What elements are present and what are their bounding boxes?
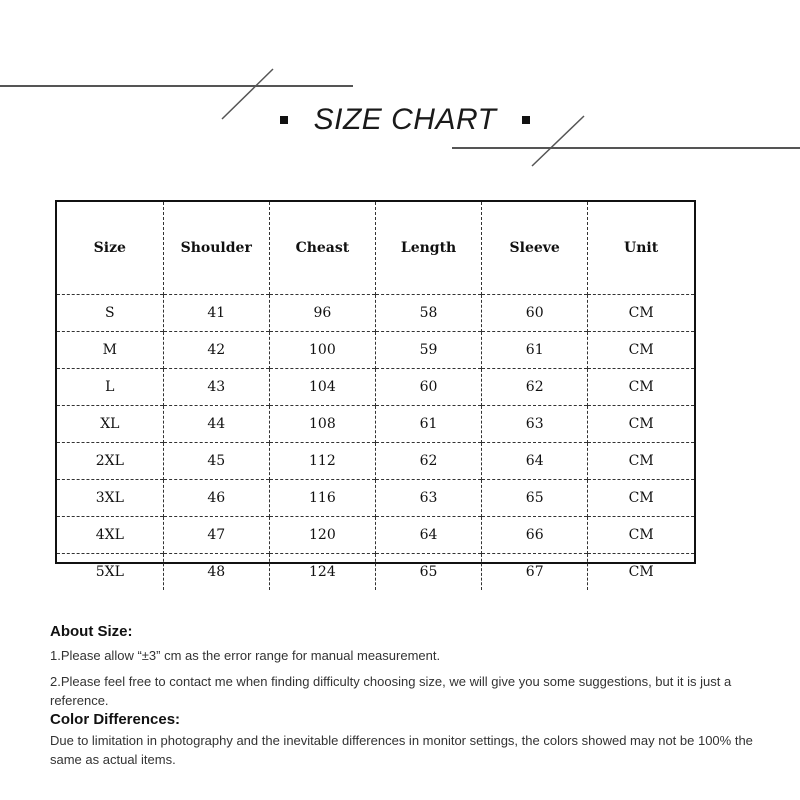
table-cell: 63 [375,480,481,517]
column-header: Length [375,202,481,295]
table-cell: 124 [269,554,375,591]
color-differences-text: Due to limitation in photography and the inevitable differences in monitor settings, the colors showed may not be 100% the same as actual items. [50,733,753,767]
table-cell: 44 [163,406,269,443]
table-cell: 64 [375,517,481,554]
table-cell: 60 [482,295,588,332]
table-cell: 4XL [57,517,163,554]
table-cell: 104 [269,369,375,406]
table-cell: 64 [482,443,588,480]
column-header: Sleeve [482,202,588,295]
table-row [57,406,694,443]
table-cell: CM [588,554,694,591]
table-cell: 59 [375,332,481,369]
notes-section [50,622,760,769]
table-cell: 100 [269,332,375,369]
table-row [57,332,694,369]
square-bullet-icon [280,116,288,124]
table-cell: S [57,295,163,332]
table-cell: 48 [163,554,269,591]
table-cell: 46 [163,480,269,517]
table-row [57,369,694,406]
column-header: Cheast [269,202,375,295]
table-cell: 47 [163,517,269,554]
table-cell: CM [588,517,694,554]
column-header: Shoulder [163,202,269,295]
table-cell: 65 [482,480,588,517]
decor-slash-left [222,69,273,119]
table-cell: 45 [163,443,269,480]
table-cell: XL [57,406,163,443]
about-size-note-2: 2.Please feel free to contact me when finding difficulty choosing size, we will give you some suggestions, but it is just a reference. [50,674,732,708]
table-cell: CM [588,369,694,406]
table-row [57,295,694,332]
table-cell: 41 [163,295,269,332]
table-row [57,517,694,554]
table-cell: 61 [375,406,481,443]
table-cell: 58 [375,295,481,332]
table-cell: 43 [163,369,269,406]
about-size-note-1: 1.Please allow “±3” cm as the error range for manual measurement. [50,648,441,663]
column-header: Unit [588,202,694,295]
table-cell: 63 [482,406,588,443]
table-cell: 116 [269,480,375,517]
table-cell: 112 [269,443,375,480]
table-cell: CM [588,480,694,517]
table-cell: 5XL [57,554,163,591]
table-cell: 120 [269,517,375,554]
table-cell: M [57,332,163,369]
title-block [270,98,540,142]
about-size-heading: About Size: [50,623,133,640]
table-row [57,554,694,591]
table-cell: CM [588,443,694,480]
table-cell: 62 [375,443,481,480]
table-row [57,443,694,480]
table-cell: L [57,369,163,406]
table-cell: 2XL [57,443,163,480]
size-table-frame [55,200,696,580]
table-cell: 108 [269,406,375,443]
square-bullet-icon [522,116,530,124]
table-cell: CM [588,406,694,443]
table-header-row [57,202,694,295]
table-cell: 96 [269,295,375,332]
table-cell: 65 [375,554,481,591]
table-cell: CM [588,332,694,369]
table-cell: 61 [482,332,588,369]
color-differences-heading: Color Differences: [50,711,181,728]
page-title: SIZE CHART [313,103,497,136]
table-cell: 42 [163,332,269,369]
table-cell: CM [588,295,694,332]
column-header: Size [93,240,126,256]
table-cell: 66 [482,517,588,554]
table-cell: 62 [482,369,588,406]
size-table [57,202,694,590]
table-cell: 60 [375,369,481,406]
table-row [57,480,694,517]
table-cell: 3XL [57,480,163,517]
table-cell: 67 [482,554,588,591]
